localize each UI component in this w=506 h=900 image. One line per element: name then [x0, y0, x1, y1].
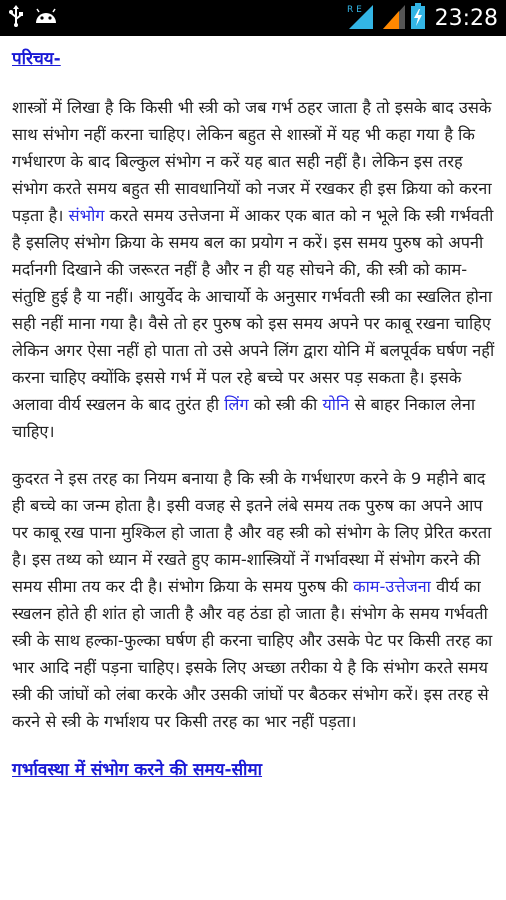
article-content[interactable]: [0, 36, 506, 900]
paragraph-text: शास्त्रों में लिखा है कि किसी भी स्त्री को जब गर्भ ठहर जाता है तो इसके बाद उसके साथ संभोग नहीं करना चाहिए। लेकिन बहुत से शास्त्रों में यह भी कहा गया है कि गर्भधारण के बाद बिल्कुल संभोग न करें यह बात सही नहीं है। लेकिन इस तरह संभोग करते समय बहुत सी सावधानियों को नजर में रखकर ही इस क्रिया को करना पड़ता है।: [12, 98, 492, 225]
paragraph-text: वीर्य का स्खलन होते ही शांत हो जाती है और वह ठंडा हो जाता है। संभोग के समय गर्भवती स्त्री के साथ हल्का-फुल्का घर्षण ही करना चाहिए और उसके पेट पर किसी तरह का भार आदि नहीं पड़ना चाहिए। इसके लिए अच्छा तरीका ये है कि संभोग करते समय स्त्री की जांघों को लंबा करके और उसकी जांघों पर बैठकर संभोग करें। इस तरह से करने से स्त्री के गर्भाशय पर किसी तरह का भार नहीं पड़ता।: [12, 577, 493, 731]
paragraph-1: [12, 94, 496, 445]
battery-icon: [411, 3, 425, 33]
paragraph-text: से बाहर निकाल लेना चाहिए।: [12, 395, 476, 441]
paragraph-text: कुदरत ने इस तरह का नियम बनाया है कि स्त्री के गर्भधारण करने के 9 महीने बाद ही बच्चे का जन्म होता है। इसी वजह से इतने लंबे समय तक पुरुष का अपने आप पर काबू रख पाना मुश्किल हो जाता है और वह स्त्री को संभोग के लिए प्रेरित करता है। इस तथ्य को ध्यान में रखते हुए काम-शास्त्रियों नें गर्भावस्था में संभोग करने की समय सीमा तय कर दी है। संभोग क्रिया के समय पुरुष की: [12, 469, 492, 596]
android-icon: [34, 7, 58, 29]
wifi-signal-icon: [347, 3, 377, 33]
status-bar: [0, 0, 506, 36]
paragraph-2: [12, 465, 496, 735]
link-ling[interactable]: लिंग: [224, 395, 249, 414]
link-kaam-uttejna[interactable]: काम-उत्तेजना: [353, 577, 431, 596]
article-heading: परिचय-: [12, 49, 61, 69]
status-left-icons: [8, 0, 58, 36]
section-heading-link[interactable]: गर्भावस्था में संभोग करने की समय-सीमा: [12, 760, 263, 780]
paragraph-text: को स्त्री की: [248, 395, 323, 414]
network-type-label: R E: [346, 5, 362, 15]
link-sambhog[interactable]: संभोग: [68, 206, 105, 225]
usb-icon: [8, 5, 24, 31]
status-right-icons: [347, 0, 498, 36]
clock: 23:28: [434, 5, 498, 31]
paragraph-text: करते समय उत्तेजना में आकर एक बात को न भूले कि स्त्री गर्भवती है इसलिए संभोग क्रिया के समय बल का प्रयोग न करें। इस समय पुरुष को अपनी मर्दानगी दिखाने की जरूरत नहीं है और न ही यह सोचने की, की स्त्री को काम-संतुष्टि हुई है या नहीं। आयुर्वेद के आचार्यो के अनुसार गर्भवती स्त्री का स्खलित होना सही नहीं माना गया है। वैसे तो हर पुरुष को इस समय अपने पर काबू रखना चाहिए लेकिन अगर ऐसा नहीं हो पाता तो उसे अपने लिंग द्वारा योनि में बलपूर्वक घर्षण नहीं करना चाहिए क्योंकि इससे गर्भ में पल रहे बच्चे पर असर पड़ सकता है। इसके अलावा वीर्य स्खलन के बाद तुरंत ही: [12, 206, 495, 414]
link-yoni[interactable]: योनि: [322, 395, 350, 414]
cell-signal-icon: [383, 3, 405, 33]
